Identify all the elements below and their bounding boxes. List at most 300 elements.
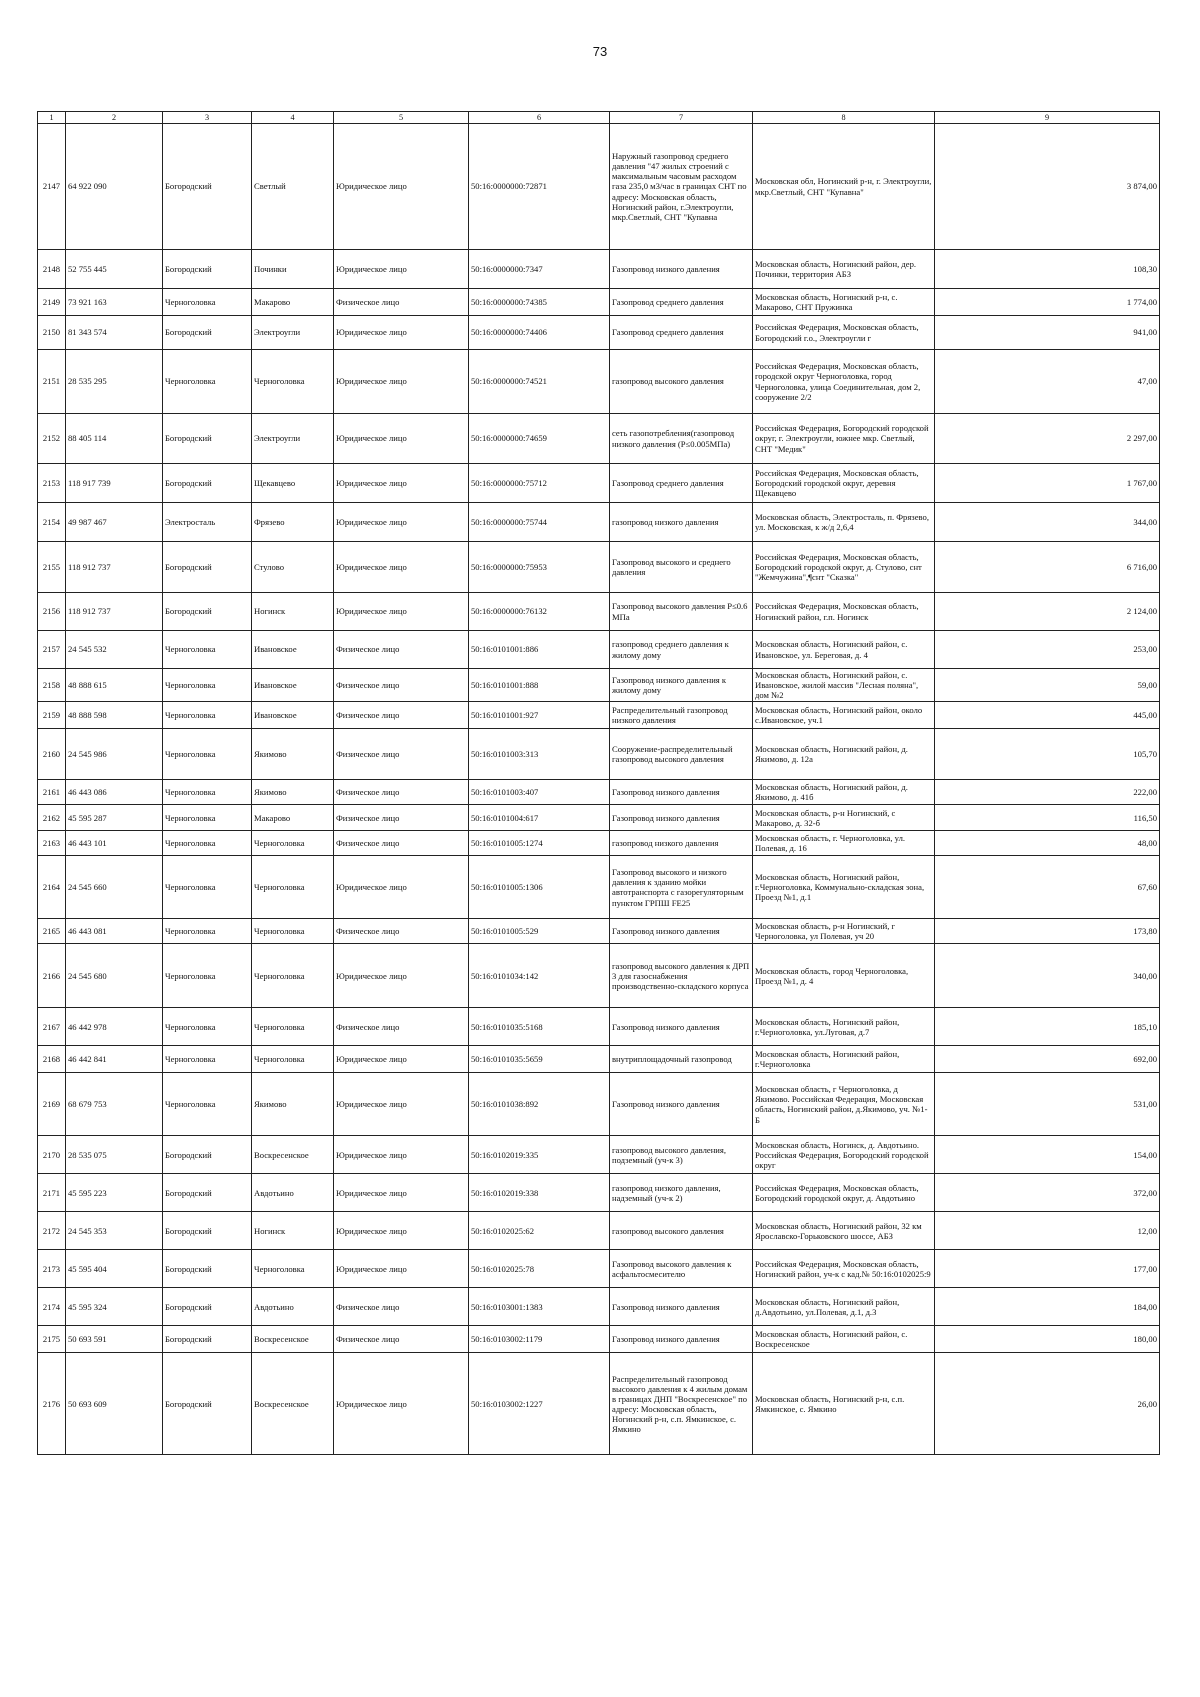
address-cell: Московская область, Ногинский р-н, с.п. Ямкинское, с. Ямкино — [753, 1353, 935, 1455]
object-id-cell: 24 545 986 — [66, 729, 163, 780]
address-cell: Московская область, город Черноголовка, Проезд №1, д. 4 — [753, 944, 935, 1008]
district-cell: Черноголовка — [163, 729, 252, 780]
owner-type-cell: Физическое лицо — [334, 831, 469, 856]
owner-type-cell: Физическое лицо — [334, 1326, 469, 1353]
table-row — [38, 289, 1160, 316]
object-id-cell: 24 545 532 — [66, 631, 163, 669]
address-cell: Московская обл, Ногинский р-н, г. Электроугли, мкр.Светлый, СНТ "Купавна" — [753, 124, 935, 250]
row-number-cell: 2163 — [38, 831, 66, 856]
row-number-cell: 2166 — [38, 944, 66, 1008]
locality-cell: Ивановское — [252, 631, 334, 669]
row-number-cell: 2154 — [38, 503, 66, 542]
district-cell: Богородский — [163, 1353, 252, 1455]
page-number: 73 — [592, 44, 608, 59]
district-cell: Черноголовка — [163, 856, 252, 919]
column-header: 2 — [66, 112, 163, 124]
object-description-cell: газопровод высокого давления к ДРП 3 для газоснабжения производственно-складского корпуса — [610, 944, 753, 1008]
table-row — [38, 250, 1160, 289]
owner-type-cell: Юридическое лицо — [334, 1250, 469, 1288]
locality-cell: Воскресенское — [252, 1136, 334, 1174]
district-cell: Богородский — [163, 1326, 252, 1353]
owner-type-cell: Юридическое лицо — [334, 316, 469, 350]
cadastral-number-cell: 50:16:0101034:142 — [469, 944, 610, 1008]
district-cell: Черноголовка — [163, 1073, 252, 1136]
row-number-cell: 2169 — [38, 1073, 66, 1136]
locality-cell: Якимово — [252, 1073, 334, 1136]
owner-type-cell: Юридическое лицо — [334, 1212, 469, 1250]
column-header: 1 — [38, 112, 66, 124]
address-cell: Московская область, Ногинск, д. Авдотьино. Российская Федерация, Богородский городской округ — [753, 1136, 935, 1174]
row-number-cell: 2164 — [38, 856, 66, 919]
cadastral-number-cell: 50:16:0101038:892 — [469, 1073, 610, 1136]
cadastral-number-cell: 50:16:0000000:76132 — [469, 593, 610, 631]
address-cell: Московская область, Ногинский район, с. Воскресенское — [753, 1326, 935, 1353]
district-cell: Богородский — [163, 250, 252, 289]
value-cell: 67,60 — [935, 856, 1160, 919]
row-number-cell: 2174 — [38, 1288, 66, 1326]
object-description-cell: газопровод высокого давления — [610, 1212, 753, 1250]
table-row — [38, 1212, 1160, 1250]
value-cell: 372,00 — [935, 1174, 1160, 1212]
cadastral-number-cell: 50:16:0102019:335 — [469, 1136, 610, 1174]
district-cell: Богородский — [163, 464, 252, 503]
column-number-header-row — [38, 112, 1160, 124]
address-cell: Московская область, Ногинский район, с. Ивановское, ул. Береговая, д. 4 — [753, 631, 935, 669]
district-cell: Богородский — [163, 1250, 252, 1288]
object-description-cell: газопровод среднего давления к жилому дому — [610, 631, 753, 669]
object-description-cell: Газопровод низкого давления — [610, 780, 753, 805]
object-description-cell: Газопровод высокого давления к асфальтосмесителю — [610, 1250, 753, 1288]
row-number-cell: 2172 — [38, 1212, 66, 1250]
row-number-cell: 2160 — [38, 729, 66, 780]
table-row — [38, 593, 1160, 631]
value-cell: 692,00 — [935, 1046, 1160, 1073]
owner-type-cell: Юридическое лицо — [334, 1136, 469, 1174]
table-row — [38, 1250, 1160, 1288]
value-cell: 154,00 — [935, 1136, 1160, 1174]
district-cell: Богородский — [163, 1212, 252, 1250]
table-row — [38, 944, 1160, 1008]
table-row — [38, 542, 1160, 593]
cadastral-number-cell: 50:16:0101005:1274 — [469, 831, 610, 856]
table-row — [38, 414, 1160, 464]
district-cell: Черноголовка — [163, 702, 252, 729]
address-cell: Российская Федерация, Московская область, городской округ Черноголовка, город Черноголовка, улица Соединительная, дом 2, сооружение 2/2 — [753, 350, 935, 414]
object-description-cell: Газопровод низкого давления к жилому дому — [610, 669, 753, 702]
district-cell: Богородский — [163, 593, 252, 631]
owner-type-cell: Физическое лицо — [334, 631, 469, 669]
locality-cell: Воскресенское — [252, 1353, 334, 1455]
object-description-cell: Газопровод среднего давления — [610, 464, 753, 503]
cadastral-number-cell: 50:16:0103002:1227 — [469, 1353, 610, 1455]
district-cell: Черноголовка — [163, 1046, 252, 1073]
address-cell: Российская Федерация, Московская область, Богородский городской округ, д. Стулово, снт "Жемчужина",¶снт "Сказка" — [753, 542, 935, 593]
object-description-cell: Газопровод низкого давления — [610, 250, 753, 289]
row-number-cell: 2150 — [38, 316, 66, 350]
object-id-cell: 49 987 467 — [66, 503, 163, 542]
address-cell: Московская область, Ногинский район, г.Черноголовка, Коммунально-складская зона, Проезд №1, д.1 — [753, 856, 935, 919]
cadastral-number-cell: 50:16:0101003:313 — [469, 729, 610, 780]
owner-type-cell: Физическое лицо — [334, 919, 469, 944]
object-description-cell: Наружный газопровод среднего давления "47 жилых строений с максимальным часовым расходом газа 235,0 м3/час в границах СНТ по адресу: Московская область, Ногинский район, г.Электроугли, мкр.Светлый, СНТ "Купавна — [610, 124, 753, 250]
value-cell: 6 716,00 — [935, 542, 1160, 593]
cadastral-number-cell: 50:16:0101005:1306 — [469, 856, 610, 919]
object-id-cell: 45 595 223 — [66, 1174, 163, 1212]
object-description-cell: внутриплощадочный газопровод — [610, 1046, 753, 1073]
row-number-cell: 2158 — [38, 669, 66, 702]
table-row — [38, 831, 1160, 856]
district-cell: Черноголовка — [163, 831, 252, 856]
locality-cell: Ногинск — [252, 1212, 334, 1250]
row-number-cell: 2162 — [38, 805, 66, 831]
cadastral-number-cell: 50:16:0103001:1383 — [469, 1288, 610, 1326]
object-id-cell: 24 545 680 — [66, 944, 163, 1008]
cadastral-number-cell: 50:16:0000000:74521 — [469, 350, 610, 414]
object-description-cell: Газопровод среднего давления — [610, 316, 753, 350]
owner-type-cell: Физическое лицо — [334, 780, 469, 805]
locality-cell: Фрязево — [252, 503, 334, 542]
object-id-cell: 45 595 287 — [66, 805, 163, 831]
row-number-cell: 2173 — [38, 1250, 66, 1288]
address-cell: Российская Федерация, Московская область, Богородский городской округ, д. Авдотьино — [753, 1174, 935, 1212]
owner-type-cell: Юридическое лицо — [334, 1073, 469, 1136]
value-cell: 47,00 — [935, 350, 1160, 414]
owner-type-cell: Физическое лицо — [334, 1288, 469, 1326]
cadastral-number-cell: 50:16:0101001:886 — [469, 631, 610, 669]
district-cell: Черноголовка — [163, 1008, 252, 1046]
cadastral-number-cell: 50:16:0103002:1179 — [469, 1326, 610, 1353]
table-row — [38, 729, 1160, 780]
district-cell: Черноголовка — [163, 669, 252, 702]
object-id-cell: 118 912 737 — [66, 542, 163, 593]
owner-type-cell: Юридическое лицо — [334, 1046, 469, 1073]
object-description-cell: газопровод низкого давления — [610, 503, 753, 542]
column-header: 8 — [753, 112, 935, 124]
row-number-cell: 2171 — [38, 1174, 66, 1212]
object-id-cell: 28 535 075 — [66, 1136, 163, 1174]
locality-cell: Электроугли — [252, 316, 334, 350]
value-cell: 1 767,00 — [935, 464, 1160, 503]
object-description-cell: Газопровод низкого давления — [610, 1073, 753, 1136]
locality-cell: Черноголовка — [252, 831, 334, 856]
locality-cell: Макарово — [252, 289, 334, 316]
table-row — [38, 1288, 1160, 1326]
row-number-cell: 2175 — [38, 1326, 66, 1353]
row-number-cell: 2170 — [38, 1136, 66, 1174]
table-row — [38, 1073, 1160, 1136]
owner-type-cell: Физическое лицо — [334, 289, 469, 316]
value-cell: 12,00 — [935, 1212, 1160, 1250]
locality-cell: Якимово — [252, 780, 334, 805]
table-row — [38, 780, 1160, 805]
cadastral-number-cell: 50:16:0101003:407 — [469, 780, 610, 805]
district-cell: Черноголовка — [163, 919, 252, 944]
value-cell: 445,00 — [935, 702, 1160, 729]
object-description-cell: Газопровод низкого давления — [610, 1326, 753, 1353]
locality-cell: Ивановское — [252, 702, 334, 729]
table-row — [38, 1326, 1160, 1353]
locality-cell: Воскресенское — [252, 1326, 334, 1353]
locality-cell: Ивановское — [252, 669, 334, 702]
row-number-cell: 2148 — [38, 250, 66, 289]
object-id-cell: 73 921 163 — [66, 289, 163, 316]
value-cell: 48,00 — [935, 831, 1160, 856]
column-header: 7 — [610, 112, 753, 124]
object-id-cell: 88 405 114 — [66, 414, 163, 464]
object-id-cell: 118 912 737 — [66, 593, 163, 631]
table-row — [38, 1136, 1160, 1174]
row-number-cell: 2152 — [38, 414, 66, 464]
locality-cell: Стулово — [252, 542, 334, 593]
object-id-cell: 48 888 615 — [66, 669, 163, 702]
locality-cell: Якимово — [252, 729, 334, 780]
value-cell: 1 774,00 — [935, 289, 1160, 316]
locality-cell: Авдотьино — [252, 1288, 334, 1326]
owner-type-cell: Юридическое лицо — [334, 1353, 469, 1455]
table-row — [38, 631, 1160, 669]
object-description-cell: газопровод низкого давления, надземный (уч-к 2) — [610, 1174, 753, 1212]
owner-type-cell: Физическое лицо — [334, 702, 469, 729]
row-number-cell: 2149 — [38, 289, 66, 316]
locality-cell: Электроугли — [252, 414, 334, 464]
owner-type-cell: Юридическое лицо — [334, 464, 469, 503]
table-row — [38, 1046, 1160, 1073]
object-id-cell: 45 595 324 — [66, 1288, 163, 1326]
locality-cell: Щекавцево — [252, 464, 334, 503]
address-cell: Московская область, Ногинский район, д.Авдотьино, ул.Полевая, д.1, д.3 — [753, 1288, 935, 1326]
value-cell: 177,00 — [935, 1250, 1160, 1288]
district-cell: Богородский — [163, 414, 252, 464]
locality-cell: Авдотьино — [252, 1174, 334, 1212]
object-description-cell: Газопровод высокого и среднего давления — [610, 542, 753, 593]
table-row — [38, 856, 1160, 919]
cadastral-number-cell: 50:16:0000000:74385 — [469, 289, 610, 316]
owner-type-cell: Юридическое лицо — [334, 944, 469, 1008]
column-header: 3 — [163, 112, 252, 124]
column-header: 6 — [469, 112, 610, 124]
table-row — [38, 1174, 1160, 1212]
row-number-cell: 2151 — [38, 350, 66, 414]
value-cell: 3 874,00 — [935, 124, 1160, 250]
district-cell: Богородский — [163, 124, 252, 250]
owner-type-cell: Юридическое лицо — [334, 414, 469, 464]
owner-type-cell: Юридическое лицо — [334, 250, 469, 289]
row-number-cell: 2156 — [38, 593, 66, 631]
address-cell: Московская область, Электросталь, п. Фрязево, ул. Московская, к ж/д 2,6,4 — [753, 503, 935, 542]
object-description-cell: Газопровод высокого и низкого давления к зданию мойки автотранспорта с газорегуляторным пунктом ГРПШ FE25 — [610, 856, 753, 919]
object-description-cell: Газопровод среднего давления — [610, 289, 753, 316]
object-id-cell: 46 443 086 — [66, 780, 163, 805]
cadastral-number-cell: 50:16:0000000:75712 — [469, 464, 610, 503]
object-description-cell: Распределительный газопровод высокого давления к 4 жилым домам в границах ДНП "Воскресенское" по адресу: Московская область, Ногинский р-н, с.п. Ямкинское, с. Ямкино — [610, 1353, 753, 1455]
object-id-cell: 68 679 753 — [66, 1073, 163, 1136]
address-cell: Московская область, Ногинский р-н, с. Макарово, СНТ Пружинка — [753, 289, 935, 316]
locality-cell: Светлый — [252, 124, 334, 250]
table-row — [38, 669, 1160, 702]
row-number-cell: 2155 — [38, 542, 66, 593]
value-cell: 253,00 — [935, 631, 1160, 669]
address-cell: Российская Федерация, Московская область, Богородский городской округ, деревня Щекавцево — [753, 464, 935, 503]
address-cell: Московская область, Ногинский район, дер. Починки, территория АБЗ — [753, 250, 935, 289]
table-row — [38, 316, 1160, 350]
object-id-cell: 81 343 574 — [66, 316, 163, 350]
cadastral-number-cell: 50:16:0000000:7347 — [469, 250, 610, 289]
owner-type-cell: Физическое лицо — [334, 729, 469, 780]
address-cell: Российская Федерация, Богородский городской округ, г. Электроугли, южнее мкр. Светлый, СНТ "Медик" — [753, 414, 935, 464]
cadastral-number-cell: 50:16:0000000:75744 — [469, 503, 610, 542]
object-id-cell: 50 693 591 — [66, 1326, 163, 1353]
owner-type-cell: Юридическое лицо — [334, 350, 469, 414]
object-description-cell: Газопровод высокого давления P≤0.6 МПа — [610, 593, 753, 631]
column-header: 4 — [252, 112, 334, 124]
owner-type-cell: Юридическое лицо — [334, 542, 469, 593]
cadastral-number-cell: 50:16:0101035:5168 — [469, 1008, 610, 1046]
value-cell: 173,80 — [935, 919, 1160, 944]
object-id-cell: 46 443 081 — [66, 919, 163, 944]
table-row — [38, 919, 1160, 944]
object-id-cell: 46 442 978 — [66, 1008, 163, 1046]
cadastral-number-cell: 50:16:0000000:72871 — [469, 124, 610, 250]
table-row — [38, 124, 1160, 250]
district-cell: Богородский — [163, 1288, 252, 1326]
row-number-cell: 2168 — [38, 1046, 66, 1073]
object-id-cell: 50 693 609 — [66, 1353, 163, 1455]
owner-type-cell: Физическое лицо — [334, 1008, 469, 1046]
object-description-cell: Распределительный газопровод низкого давления — [610, 702, 753, 729]
row-number-cell: 2159 — [38, 702, 66, 729]
address-cell: Российская Федерация, Московская область, Богородский г.о., Электроугли г — [753, 316, 935, 350]
locality-cell: Черноголовка — [252, 1046, 334, 1073]
row-number-cell: 2161 — [38, 780, 66, 805]
district-cell: Черноголовка — [163, 350, 252, 414]
object-id-cell: 46 443 101 — [66, 831, 163, 856]
address-cell: Московская область, р-н Ногинский, с Макарово, д. 32-б — [753, 805, 935, 831]
address-cell: Российская Федерация, Московская область, Ногинский район, уч-к с кад.№ 50:16:0102025:9 — [753, 1250, 935, 1288]
cadastral-number-cell: 50:16:0101001:927 — [469, 702, 610, 729]
district-cell: Черноголовка — [163, 631, 252, 669]
table-body — [38, 124, 1160, 1455]
locality-cell: Черноголовка — [252, 944, 334, 1008]
value-cell: 108,30 — [935, 250, 1160, 289]
object-id-cell: 118 917 739 — [66, 464, 163, 503]
object-id-cell: 52 755 445 — [66, 250, 163, 289]
cadastral-number-cell: 50:16:0102025:78 — [469, 1250, 610, 1288]
row-number-cell: 2147 — [38, 124, 66, 250]
district-cell: Богородский — [163, 542, 252, 593]
object-description-cell: газопровод высокого давления — [610, 350, 753, 414]
value-cell: 344,00 — [935, 503, 1160, 542]
address-cell: Московская область, р-н Ногинский, г Черноголовка, ул Полевая, уч 20 — [753, 919, 935, 944]
address-cell: Московская область, Ногинский район, г.Черноголовка — [753, 1046, 935, 1073]
district-cell: Электросталь — [163, 503, 252, 542]
cadastral-number-cell: 50:16:0102025:62 — [469, 1212, 610, 1250]
locality-cell: Черноголовка — [252, 856, 334, 919]
value-cell: 340,00 — [935, 944, 1160, 1008]
address-cell: Российская Федерация, Московская область, Ногинский район, г.п. Ногинск — [753, 593, 935, 631]
table-row — [38, 702, 1160, 729]
cadastral-number-cell: 50:16:0101005:529 — [469, 919, 610, 944]
locality-cell: Макарово — [252, 805, 334, 831]
row-number-cell: 2167 — [38, 1008, 66, 1046]
address-cell: Московская область, Ногинский район, около с.Ивановское, уч.1 — [753, 702, 935, 729]
table-row — [38, 805, 1160, 831]
address-cell: Московская область, Ногинский район, г.Черноголовка, ул.Луговая, д.7 — [753, 1008, 935, 1046]
locality-cell: Черноголовка — [252, 919, 334, 944]
owner-type-cell: Юридическое лицо — [334, 856, 469, 919]
value-cell: 941,00 — [935, 316, 1160, 350]
locality-cell: Ногинск — [252, 593, 334, 631]
district-cell: Богородский — [163, 316, 252, 350]
cadastral-number-cell: 50:16:0000000:74659 — [469, 414, 610, 464]
row-number-cell: 2165 — [38, 919, 66, 944]
value-cell: 116,50 — [935, 805, 1160, 831]
address-cell: Московская область, Ногинский район, 32 км Ярославско-Горьковского шоссе, АБЗ — [753, 1212, 935, 1250]
locality-cell: Черноголовка — [252, 1008, 334, 1046]
cadastral-number-cell: 50:16:0101035:5659 — [469, 1046, 610, 1073]
value-cell: 2 124,00 — [935, 593, 1160, 631]
cadastral-number-cell: 50:16:0000000:74406 — [469, 316, 610, 350]
district-cell: Черноголовка — [163, 944, 252, 1008]
owner-type-cell: Юридическое лицо — [334, 593, 469, 631]
address-cell: Московская область, Ногинский район, д. Якимово, д. 12а — [753, 729, 935, 780]
owner-type-cell: Юридическое лицо — [334, 503, 469, 542]
object-id-cell: 28 535 295 — [66, 350, 163, 414]
object-id-cell: 24 545 353 — [66, 1212, 163, 1250]
object-description-cell: газопровод высокого давления, подземный (уч-к 3) — [610, 1136, 753, 1174]
owner-type-cell: Юридическое лицо — [334, 124, 469, 250]
value-cell: 180,00 — [935, 1326, 1160, 1353]
object-description-cell: Сооружение-распределительный газопровод высокого давления — [610, 729, 753, 780]
owner-type-cell: Физическое лицо — [334, 669, 469, 702]
value-cell: 2 297,00 — [935, 414, 1160, 464]
object-description-cell: газопровод низкого давления — [610, 831, 753, 856]
object-id-cell: 48 888 598 — [66, 702, 163, 729]
value-cell: 59,00 — [935, 669, 1160, 702]
row-number-cell: 2153 — [38, 464, 66, 503]
value-cell: 26,00 — [935, 1353, 1160, 1455]
cadastral-number-cell: 50:16:0101001:888 — [469, 669, 610, 702]
district-cell: Черноголовка — [163, 805, 252, 831]
object-id-cell: 46 442 841 — [66, 1046, 163, 1073]
object-id-cell: 64 922 090 — [66, 124, 163, 250]
owner-type-cell: Физическое лицо — [334, 805, 469, 831]
value-cell: 105,70 — [935, 729, 1160, 780]
object-description-cell: сеть газопотребления(газопровод низкого давления (P≤0.005МПа) — [610, 414, 753, 464]
row-number-cell: 2176 — [38, 1353, 66, 1455]
cadastral-number-cell: 50:16:0000000:75953 — [469, 542, 610, 593]
table-row — [38, 464, 1160, 503]
cadastral-number-cell: 50:16:0101004:617 — [469, 805, 610, 831]
object-description-cell: Газопровод низкого давления — [610, 805, 753, 831]
row-number-cell: 2157 — [38, 631, 66, 669]
table-row — [38, 1353, 1160, 1455]
object-id-cell: 45 595 404 — [66, 1250, 163, 1288]
object-id-cell: 24 545 660 — [66, 856, 163, 919]
address-cell: Московская область, Ногинский район, с. Ивановское, жилой массив "Лесная поляна", дом №2 — [753, 669, 935, 702]
address-cell: Московская область, Ногинский район, д. Якимово, д. 41б — [753, 780, 935, 805]
district-cell: Богородский — [163, 1174, 252, 1212]
cadastral-number-cell: 50:16:0102019:338 — [469, 1174, 610, 1212]
gas-pipeline-registry-table — [37, 111, 1160, 1455]
object-description-cell: Газопровод низкого давления — [610, 1008, 753, 1046]
locality-cell: Черноголовка — [252, 1250, 334, 1288]
address-cell: Московская область, г Черноголовка, д Якимово. Российская Федерация, Московская область, Ногинский район, д.Якимово, уч. №1-Б — [753, 1073, 935, 1136]
value-cell: 531,00 — [935, 1073, 1160, 1136]
address-cell: Московская область, г. Черноголовка, ул. Полевая, д. 16 — [753, 831, 935, 856]
object-description-cell: Газопровод низкого давления — [610, 919, 753, 944]
table-row — [38, 503, 1160, 542]
owner-type-cell: Юридическое лицо — [334, 1174, 469, 1212]
